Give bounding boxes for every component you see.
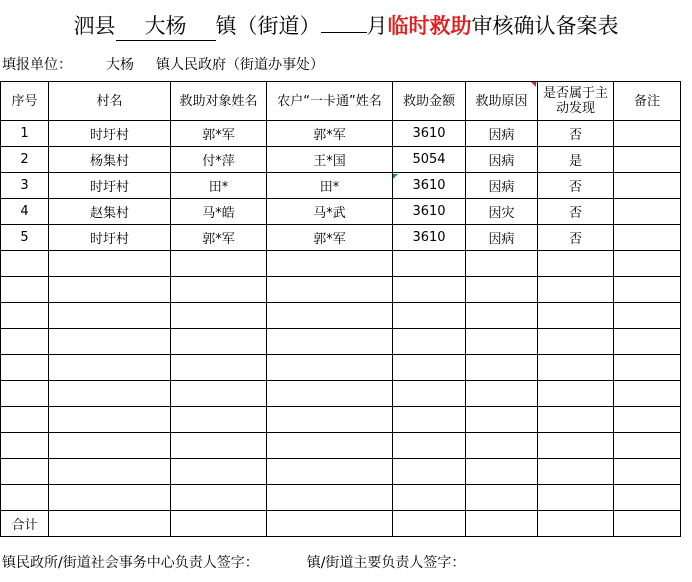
empty-cell[interactable] bbox=[1, 407, 49, 433]
empty-cell[interactable] bbox=[393, 459, 466, 485]
empty-cell[interactable] bbox=[171, 485, 267, 511]
empty-cell[interactable] bbox=[466, 329, 538, 355]
table-cell[interactable] bbox=[614, 199, 681, 225]
table-cell[interactable]: 因灾 bbox=[466, 199, 538, 225]
table-cell[interactable]: 4 bbox=[1, 199, 49, 225]
table-cell[interactable]: 是 bbox=[538, 147, 614, 173]
empty-cell[interactable] bbox=[171, 407, 267, 433]
table-cell[interactable]: 否 bbox=[538, 173, 614, 199]
table-cell[interactable] bbox=[614, 225, 681, 251]
empty-cell[interactable] bbox=[1, 303, 49, 329]
empty-cell[interactable] bbox=[466, 459, 538, 485]
empty-cell[interactable] bbox=[1, 381, 49, 407]
empty-cell[interactable] bbox=[393, 277, 466, 303]
empty-cell[interactable] bbox=[393, 433, 466, 459]
table-cell[interactable]: 因病 bbox=[466, 225, 538, 251]
empty-row bbox=[1, 433, 681, 459]
empty-cell[interactable] bbox=[49, 355, 171, 381]
empty-cell[interactable] bbox=[49, 407, 171, 433]
title-highlight: 临时救助 bbox=[387, 13, 472, 38]
table-cell[interactable]: 5 bbox=[1, 225, 49, 251]
empty-cell[interactable] bbox=[1, 277, 49, 303]
empty-cell[interactable] bbox=[393, 485, 466, 511]
column-header: 农户“一卡通”姓名 bbox=[267, 82, 393, 121]
empty-cell[interactable] bbox=[171, 381, 267, 407]
empty-row bbox=[1, 277, 681, 303]
table-cell[interactable]: 王*国 bbox=[267, 147, 393, 173]
table-cell[interactable]: 田* bbox=[171, 173, 267, 199]
table-cell[interactable]: 因病 bbox=[466, 121, 538, 147]
table-cell[interactable]: 时圩村 bbox=[49, 225, 171, 251]
column-header: 是否属于主动发现 bbox=[538, 82, 614, 121]
table-cell[interactable]: 否 bbox=[538, 225, 614, 251]
empty-cell[interactable] bbox=[49, 485, 171, 511]
empty-cell[interactable] bbox=[538, 407, 614, 433]
table-cell[interactable]: 马*武 bbox=[267, 199, 393, 225]
empty-row bbox=[1, 355, 681, 381]
total-cell[interactable] bbox=[393, 511, 466, 537]
total-row bbox=[1, 511, 681, 537]
empty-cell[interactable] bbox=[1, 355, 49, 381]
table-cell[interactable]: 1 bbox=[1, 121, 49, 147]
total-cell[interactable] bbox=[614, 511, 681, 537]
empty-cell[interactable] bbox=[466, 355, 538, 381]
sign-civil-affairs: 镇民政所/街道社会事务中心负责人签字： bbox=[2, 555, 259, 571]
title-county: 泗县 bbox=[73, 14, 116, 38]
empty-cell[interactable] bbox=[267, 459, 393, 485]
column-header: 救助原因 bbox=[466, 82, 538, 121]
table-cell[interactable]: 时圩村 bbox=[49, 121, 171, 147]
column-header: 救助对象姓名 bbox=[171, 82, 267, 121]
empty-cell[interactable] bbox=[466, 485, 538, 511]
title-town-suffix: 镇（街道） bbox=[215, 14, 321, 38]
empty-cell[interactable] bbox=[614, 459, 681, 485]
empty-cell[interactable] bbox=[538, 485, 614, 511]
empty-cell[interactable] bbox=[171, 433, 267, 459]
empty-cell[interactable] bbox=[393, 303, 466, 329]
table-cell[interactable]: 否 bbox=[538, 199, 614, 225]
empty-cell[interactable] bbox=[393, 355, 466, 381]
empty-cell[interactable] bbox=[466, 277, 538, 303]
empty-cell[interactable] bbox=[267, 303, 393, 329]
empty-row bbox=[1, 329, 681, 355]
empty-row bbox=[1, 459, 681, 485]
table-cell[interactable]: 郭*军 bbox=[267, 121, 393, 147]
table-row bbox=[1, 147, 681, 173]
empty-cell[interactable] bbox=[538, 303, 614, 329]
column-header: 备注 bbox=[614, 82, 681, 121]
total-cell[interactable] bbox=[267, 511, 393, 537]
empty-cell[interactable] bbox=[171, 251, 267, 277]
reporting-unit-town: 大杨 bbox=[106, 57, 134, 73]
empty-cell[interactable] bbox=[466, 303, 538, 329]
table-cell[interactable] bbox=[614, 147, 681, 173]
table-cell[interactable]: 马*皓 bbox=[171, 199, 267, 225]
empty-cell[interactable] bbox=[614, 329, 681, 355]
empty-cell[interactable] bbox=[466, 251, 538, 277]
empty-cell[interactable] bbox=[267, 407, 393, 433]
empty-cell[interactable] bbox=[1, 433, 49, 459]
empty-cell[interactable] bbox=[393, 251, 466, 277]
empty-cell[interactable] bbox=[49, 277, 171, 303]
table-cell[interactable]: 因病 bbox=[466, 173, 538, 199]
empty-cell[interactable] bbox=[538, 329, 614, 355]
empty-cell[interactable] bbox=[267, 381, 393, 407]
empty-cell[interactable] bbox=[1, 251, 49, 277]
empty-cell[interactable] bbox=[1, 459, 49, 485]
signature-line bbox=[2, 552, 465, 572]
table-cell[interactable]: 付*萍 bbox=[171, 147, 267, 173]
empty-row bbox=[1, 381, 681, 407]
empty-row bbox=[1, 407, 681, 433]
comment-marker bbox=[531, 82, 536, 87]
empty-cell[interactable] bbox=[49, 433, 171, 459]
table-cell[interactable]: 郭*军 bbox=[267, 225, 393, 251]
empty-cell[interactable] bbox=[171, 459, 267, 485]
empty-cell[interactable] bbox=[614, 277, 681, 303]
sign-town-head: 镇/街道主要负责人签字： bbox=[306, 555, 466, 571]
table-cell[interactable]: 3 bbox=[1, 173, 49, 199]
empty-cell[interactable] bbox=[49, 459, 171, 485]
title-town-blank: 大杨 bbox=[116, 12, 216, 41]
table-cell[interactable]: 5054 bbox=[393, 147, 466, 173]
table-cell[interactable]: 时圩村 bbox=[49, 173, 171, 199]
empty-cell[interactable] bbox=[538, 251, 614, 277]
title-month-suffix: 月 bbox=[366, 14, 388, 38]
reporting-unit bbox=[2, 54, 324, 74]
empty-cell[interactable] bbox=[466, 381, 538, 407]
table-cell[interactable]: 因病 bbox=[466, 147, 538, 173]
table-cell[interactable] bbox=[614, 121, 681, 147]
column-header: 村名 bbox=[49, 82, 171, 121]
header-row bbox=[1, 82, 681, 121]
empty-cell[interactable] bbox=[267, 433, 393, 459]
title-rest: 审核确认备案表 bbox=[471, 14, 619, 38]
empty-cell[interactable] bbox=[49, 303, 171, 329]
empty-cell[interactable] bbox=[614, 355, 681, 381]
empty-cell[interactable] bbox=[614, 485, 681, 511]
empty-cell[interactable] bbox=[49, 251, 171, 277]
table-cell[interactable]: 3610 bbox=[393, 199, 466, 225]
empty-cell[interactable] bbox=[267, 329, 393, 355]
relief-table bbox=[0, 81, 681, 537]
empty-cell[interactable] bbox=[267, 355, 393, 381]
empty-cell[interactable] bbox=[393, 407, 466, 433]
empty-cell[interactable] bbox=[171, 355, 267, 381]
table-cell[interactable]: 3610 bbox=[393, 225, 466, 251]
table-cell[interactable]: 郭*军 bbox=[171, 225, 267, 251]
total-cell[interactable] bbox=[466, 511, 538, 537]
empty-cell[interactable] bbox=[614, 251, 681, 277]
total-cell[interactable] bbox=[538, 511, 614, 537]
table-cell[interactable]: 田* bbox=[267, 173, 393, 199]
form-title bbox=[0, 8, 692, 44]
table-cell[interactable]: 杨集村 bbox=[49, 147, 171, 173]
table-body bbox=[1, 121, 681, 537]
table-cell[interactable]: 2 bbox=[1, 147, 49, 173]
empty-cell[interactable] bbox=[267, 485, 393, 511]
empty-cell[interactable] bbox=[538, 433, 614, 459]
column-header: 救助金额 bbox=[393, 82, 466, 121]
empty-cell[interactable] bbox=[171, 329, 267, 355]
table-cell[interactable]: 否 bbox=[538, 121, 614, 147]
empty-cell[interactable] bbox=[614, 381, 681, 407]
table-row bbox=[1, 173, 681, 199]
table-row bbox=[1, 121, 681, 147]
empty-row bbox=[1, 251, 681, 277]
total-label[interactable]: 合计 bbox=[1, 511, 49, 537]
table-cell[interactable]: 3610 bbox=[393, 121, 466, 147]
empty-cell[interactable] bbox=[267, 277, 393, 303]
empty-cell[interactable] bbox=[466, 407, 538, 433]
empty-cell[interactable] bbox=[49, 329, 171, 355]
table-cell[interactable] bbox=[614, 173, 681, 199]
empty-cell[interactable] bbox=[393, 381, 466, 407]
empty-cell[interactable] bbox=[1, 485, 49, 511]
empty-row bbox=[1, 485, 681, 511]
total-cell[interactable] bbox=[49, 511, 171, 537]
total-cell[interactable] bbox=[171, 511, 267, 537]
table-row bbox=[1, 199, 681, 225]
empty-cell[interactable] bbox=[614, 407, 681, 433]
empty-cell[interactable] bbox=[538, 355, 614, 381]
empty-cell[interactable] bbox=[49, 381, 171, 407]
title-month-blank bbox=[321, 32, 367, 33]
table-row bbox=[1, 225, 681, 251]
empty-cell[interactable] bbox=[267, 251, 393, 277]
table-cell[interactable]: 赵集村 bbox=[49, 199, 171, 225]
table-cell[interactable]: 3610 bbox=[393, 173, 466, 199]
empty-cell[interactable] bbox=[1, 329, 49, 355]
empty-cell[interactable] bbox=[393, 329, 466, 355]
error-marker bbox=[393, 174, 398, 179]
empty-row bbox=[1, 303, 681, 329]
reporting-unit-gov: 镇人民政府（街道办事处） bbox=[156, 57, 324, 73]
table-cell[interactable]: 郭*军 bbox=[171, 121, 267, 147]
empty-cell[interactable] bbox=[614, 303, 681, 329]
empty-cell[interactable] bbox=[171, 303, 267, 329]
empty-cell[interactable] bbox=[466, 433, 538, 459]
column-header: 序号 bbox=[1, 82, 49, 121]
empty-cell[interactable] bbox=[538, 459, 614, 485]
empty-cell[interactable] bbox=[538, 277, 614, 303]
empty-cell[interactable] bbox=[614, 433, 681, 459]
empty-cell[interactable] bbox=[171, 277, 267, 303]
reporting-unit-label: 填报单位： bbox=[2, 57, 72, 73]
empty-cell[interactable] bbox=[538, 381, 614, 407]
